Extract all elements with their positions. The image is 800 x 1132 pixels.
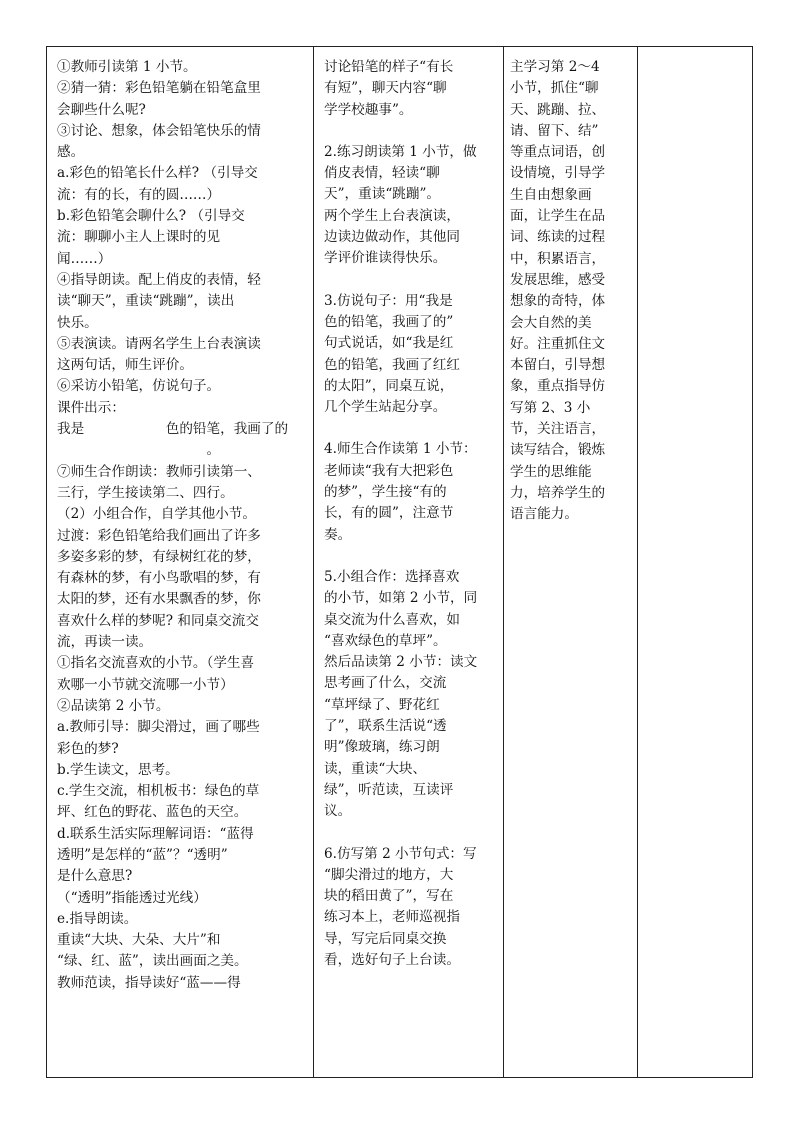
text-line: 读写结合，锻炼 [510, 442, 606, 459]
text-line: d.联系生活实际理解词语：“蓝得 [57, 825, 254, 842]
text-line: 这两句话，师生评价。 [57, 357, 193, 374]
activity-paragraph [324, 567, 495, 823]
text-line: 请、留下、结” [510, 122, 599, 139]
text-line: b.学生读文，思考。 [57, 761, 179, 778]
text-line: 长，有的圆”，注意节 [324, 505, 454, 522]
text-line: ①指名交流喜欢的小节。（学生喜 [57, 655, 255, 672]
text-line: 教师范读，指导读好“蓝——得 [57, 974, 241, 991]
teacher-activity-cell [47, 47, 314, 1078]
text-line: 太阳的梦，还有水果飘香的梦，你 [57, 591, 261, 608]
text-line: 看，选好句子上台读。 [324, 951, 460, 968]
text-line: （2）小组合作，自学其他小节。 [57, 506, 256, 523]
text-line: 有短”，聊天内容“聊 [324, 80, 447, 97]
paragraph-gap [324, 418, 495, 439]
teacher-activity-text [47, 47, 313, 994]
text-line: 的小节，如第 2 小节，同 [324, 590, 478, 607]
text-line: “喜欢绿色的草坪”。 [324, 632, 447, 649]
text-line: 绿”，听范读，互读评 [324, 781, 454, 798]
text-line: 语言能力。 [510, 506, 578, 523]
text-line: ②品读第 2 小节。 [57, 697, 170, 714]
text-line: “绿、红、蓝”，读出画面之美。 [57, 953, 248, 970]
text-line: ④指导朗读。配上俏皮的表情，轻 [57, 271, 261, 288]
text-line: 有森林的梦，有小鸟歌唱的梦，有 [57, 570, 261, 587]
text-line: 流，再读一读。 [57, 634, 153, 651]
activity-paragraph [324, 439, 495, 545]
text-line: 节，关注语言， [510, 421, 606, 438]
text-line: 三行，学生接读第二、四行。 [57, 484, 234, 501]
text-line: 感。 [57, 144, 85, 161]
text-line: b.彩色铅笔会聊什么? （引导交 [57, 208, 245, 225]
text-line: 老师读“我有大把彩色 [324, 462, 454, 479]
text-line: 几个学生站起分享。 [324, 399, 447, 416]
text-line: 的梦”，学生接“有的 [324, 484, 447, 501]
text-line: 学生的思维能 [510, 463, 592, 480]
text-line: 学学校趣事”。 [324, 101, 413, 118]
text-line: 6.仿写第 2 小节句式：写 [324, 845, 477, 862]
text-line: 桌交流为什么喜欢，如 [324, 611, 460, 628]
text-line: ⑤表演读。请两名学生上台表演读 [57, 335, 261, 352]
text-line: 块的稻田黄了”，写在 [324, 888, 454, 905]
text-line: 词、练读的过程 [510, 229, 606, 246]
text-line: （“透明”指能透过光线） [57, 889, 207, 906]
text-line: 彩色的梦? [57, 740, 119, 757]
text-line: 俏皮表情，轻读“聊 [324, 165, 440, 182]
lesson-plan-table [46, 46, 753, 1078]
text-line: 会大自然的美 [510, 314, 592, 331]
text-line: 欢哪一小节就交流哪一小节） [57, 676, 234, 693]
notes-text [638, 47, 752, 57]
text-line: 议。 [324, 803, 352, 820]
text-line: 我是 色的铅笔，我画了的 [57, 421, 289, 438]
text-line: 透明”是怎样的“蓝”？“透明” [57, 846, 228, 863]
text-line: 发展思维，感受 [510, 271, 606, 288]
text-line: 过渡：彩色铅笔给我们画出了许多 [57, 527, 261, 544]
text-line: 会聊些什么呢? [57, 101, 146, 118]
text-line: 想象的奇特，体 [510, 293, 606, 310]
paragraph-gap [324, 546, 495, 567]
text-line: 课件出示： [57, 399, 125, 416]
text-line: 读“聊天”，重读“跳蹦”，读出 [57, 293, 235, 310]
activity-paragraph [324, 142, 495, 270]
text-line: 好。注重抓住文 [510, 335, 606, 352]
text-line: 中，积累语言， [510, 250, 606, 267]
text-line: 主学习第 2～4 [510, 59, 600, 75]
text-line: 流：有的长，有的圆……） [57, 186, 221, 203]
text-line: 喜欢什么样的梦呢? 和同桌交流交 [57, 612, 259, 629]
text-line: 2.练习朗读第 1 小节，做 [324, 143, 477, 160]
text-line: 3.仿说句子：用“我是 [324, 292, 453, 309]
text-line: 。 [57, 442, 221, 459]
text-line: ⑦师生合作朗读：教师引读第一、 [57, 463, 261, 480]
text-line: ②猜一猜：彩色铅笔躺在铅笔盒里 [57, 80, 261, 97]
text-line: ①教师引读第 1 小节。 [57, 59, 197, 75]
text-line: 两个学生上台表演读， [324, 207, 460, 224]
text-line: 重读“大块、大朵、大片”和 [57, 932, 221, 949]
text-line: 多姿多彩的梦，有绿树红花的梦， [57, 548, 261, 565]
text-line: 力，培养学生的 [510, 484, 606, 501]
text-line: 快乐。 [57, 314, 98, 331]
text-line: 导，写完后同桌交换 [324, 930, 447, 947]
paragraph-gap [324, 270, 495, 291]
text-line: 流：聊聊小主人上课时的见 [57, 229, 221, 246]
text-line: 然后品读第 2 小节：读文 [324, 654, 478, 671]
text-line: c.学生交流，相机板书：绿色的草 [57, 783, 260, 800]
notes-cell [638, 47, 753, 1078]
text-line: “草坪绿了、野花红 [324, 696, 440, 713]
text-line: 天”，重读“跳蹦”。 [324, 186, 441, 203]
text-line: 句式说话，如“我是红 [324, 335, 454, 352]
paragraph-gap [324, 823, 495, 844]
text-line: 是什么意思? [57, 868, 133, 885]
student-activity-text [314, 47, 503, 971]
text-line: 天、跳蹦、拉、 [510, 101, 606, 118]
text-line: 闻……） [57, 250, 112, 267]
text-line: 色的铅笔，我画了的” [324, 313, 454, 330]
activity-paragraph [324, 291, 495, 419]
text-line: “脚尖滑过的地方，大 [324, 866, 454, 883]
paragraph-gap [324, 121, 495, 142]
text-line: 读，重读“大块、 [324, 760, 427, 777]
text-line: e.指导朗读。 [57, 910, 138, 927]
text-line: 的太阳”，同桌互说， [324, 377, 454, 394]
text-line: 讨论铅笔的样子“有长 [324, 59, 454, 75]
text-line: ⑥采访小铅笔，仿说句子。 [57, 378, 221, 395]
text-line: 5.小组合作：选择喜欢 [324, 568, 460, 585]
text-line: 生自由想象画 [510, 186, 592, 203]
text-line: a.彩色的铅笔长什么样? （引导交 [57, 165, 258, 182]
text-line: 色的铅笔，我画了红红 [324, 356, 460, 373]
activity-paragraph [324, 57, 495, 121]
table-row [47, 47, 753, 1078]
text-line: 思考画了什么，交流 [324, 675, 447, 692]
activity-paragraph [324, 844, 495, 972]
text-line: 边读边做动作，其他同 [324, 229, 460, 246]
text-line: a.教师引导：脚尖滑过，画了哪些 [57, 719, 260, 736]
text-line: 象，重点指导仿 [510, 378, 606, 395]
text-line: ③讨论、想象，体会铅笔快乐的情 [57, 122, 261, 139]
text-line: 面，让学生在品 [510, 208, 606, 225]
text-line: 设情境，引导学 [510, 165, 606, 182]
text-line: 等重点词语，创 [510, 144, 606, 161]
text-line: 本留白，引导想 [510, 357, 606, 374]
text-line: 写第 2、3 小 [510, 399, 591, 416]
text-line: 练习本上，老师巡视指 [324, 909, 460, 926]
text-line: 坪、红色的野花、蓝色的天空。 [57, 804, 248, 821]
text-line: 小节，抓住“聊 [510, 80, 599, 97]
design-intent-cell [504, 47, 638, 1078]
student-activity-cell [314, 47, 504, 1078]
design-intent-text [504, 47, 637, 526]
text-line: 4.师生合作读第 1 小节： [324, 441, 477, 458]
text-line: 明”像玻璃，练习朗 [324, 739, 440, 756]
text-line: 了”，联系生活说“透 [324, 718, 447, 735]
text-line: 学评价谁读得快乐。 [324, 250, 447, 267]
text-line: 奏。 [324, 526, 352, 543]
